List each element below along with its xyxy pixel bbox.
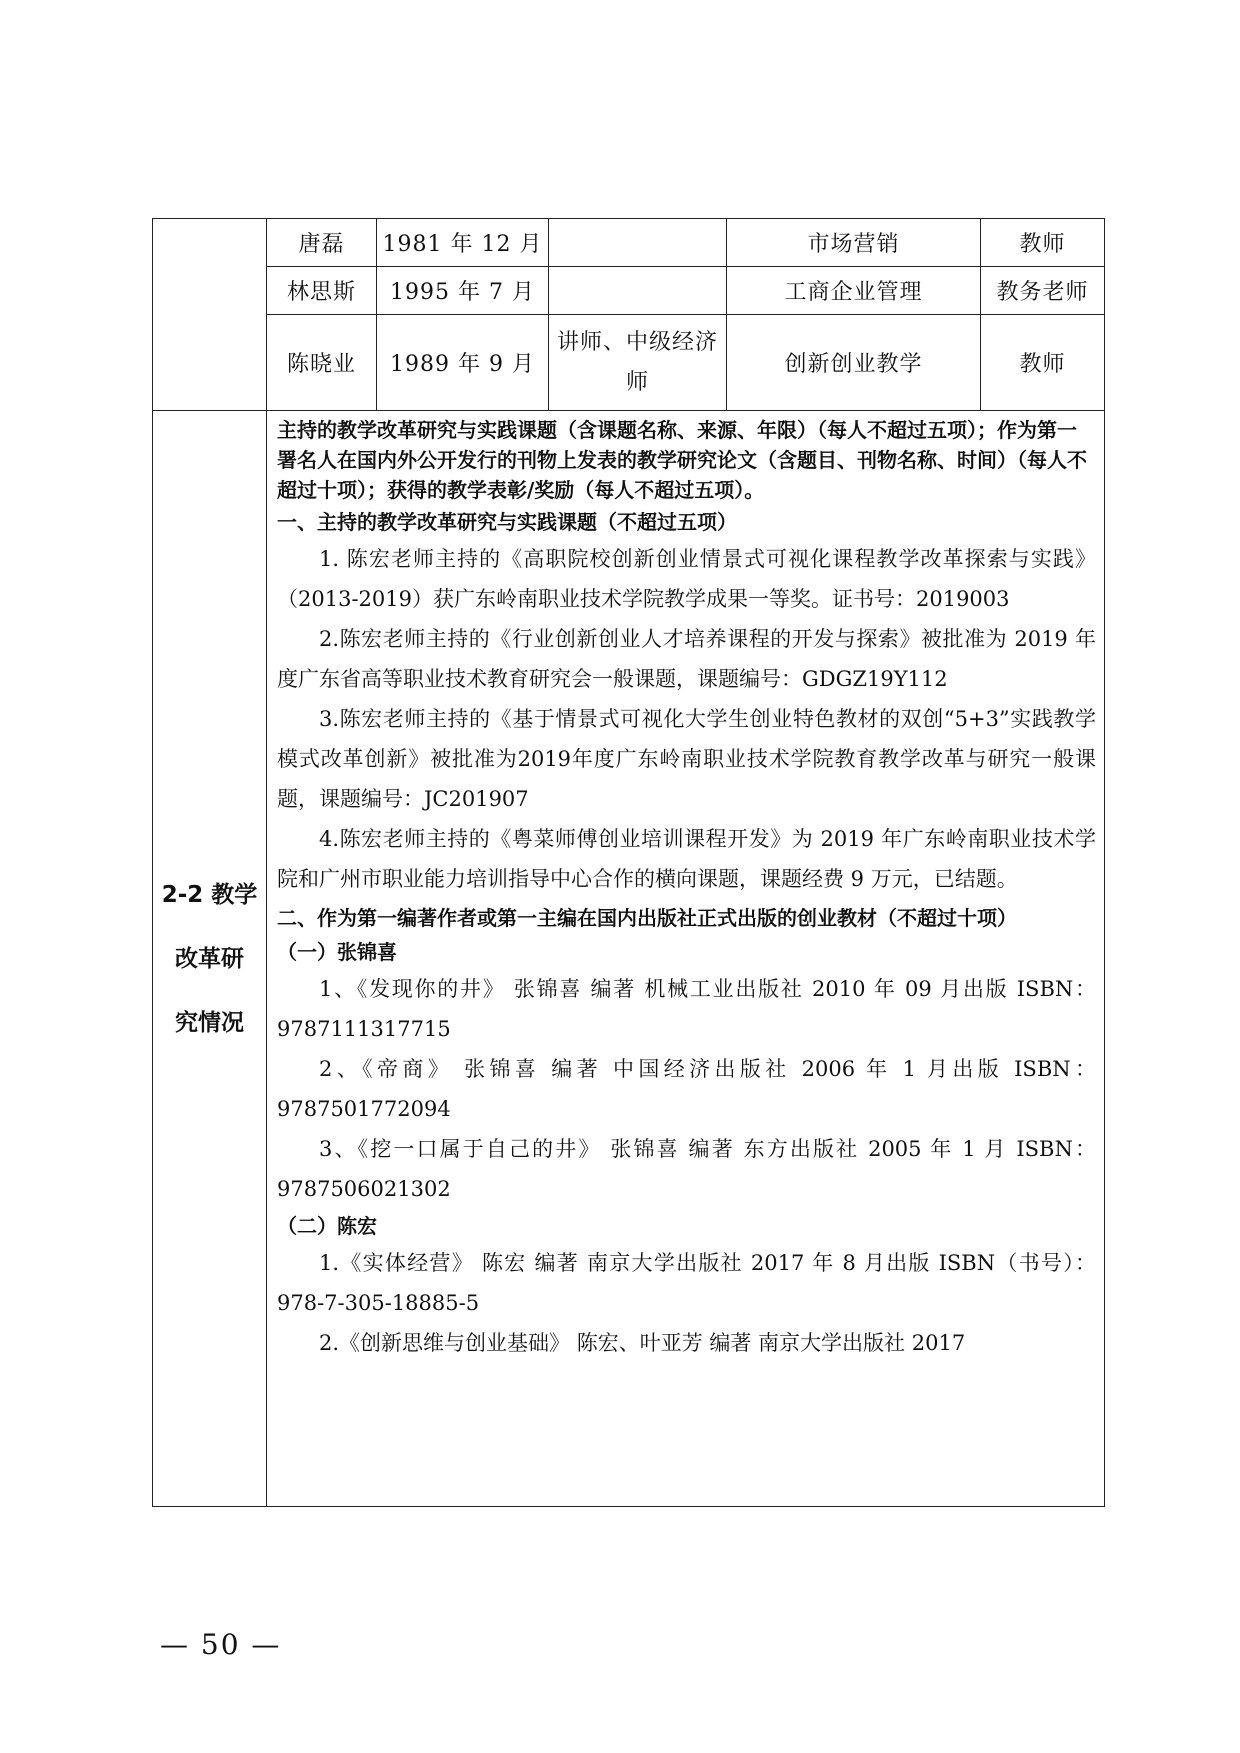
heading-projects: 一、主持的教学改革研究与实践课题（不超过五项） (277, 510, 737, 534)
member-title: 讲师、中级经济师 (549, 315, 727, 411)
member-name: 陈晓业 (267, 315, 377, 411)
info-table (152, 218, 1105, 1507)
book-item: 1.《实体经营》 陈宏 编著 南京大学出版社 2017 年 8 月出版 ISBN（书号）：978-7-305-18885-5 (277, 1251, 1096, 1315)
section-label (153, 411, 267, 1507)
section-label-line: 2-2 教学 (161, 881, 258, 908)
member-row (153, 219, 1105, 267)
section-intro: 主持的教学改革研究与实践课题（含课题名称、来源、年限）（每人不超过五项）；作为第一署名人在国内外公开发行的刊物上发表的教学研究论文（含题目、刊物名称、时间）（每人不超过十项）；获得的教学表彰/奖励（每人不超过五项）。 (277, 418, 1087, 502)
author-heading: （一）张锦喜 (277, 940, 397, 964)
section-row (153, 411, 1105, 1507)
member-title (549, 219, 727, 267)
project-item: 2.陈宏老师主持的《行业创新创业人才培养课程的开发与探索》被批准为 2019 年度广东省高等职业技术教育研究会一般课题，课题编号：GDGZ19Y112 (277, 627, 1096, 691)
member-birth: 1995 年 7 月 (377, 267, 549, 315)
empty-label-cell (153, 219, 267, 411)
member-birth: 1989 年 9 月 (377, 315, 549, 411)
member-role: 教师 (981, 219, 1105, 267)
heading-textbooks: 二、作为第一编著作者或第一主编在国内出版社正式出版的创业教材（不超过十项） (277, 906, 1017, 930)
project-item: 3.陈宏老师主持的《基于情景式可视化大学生创业特色教材的双创“5+3”实践教学模式改革创新》被批准为2019年度广东岭南职业技术学院教育教学改革与研究一般课题，课题编号：JC201907 (277, 707, 1096, 811)
project-item: 1. 陈宏老师主持的《高职院校创新创业情景式可视化课程教学改革探索与实践》（2013-2019）获广东岭南职业技术学院教学成果一等奖。证书号：2019003 (277, 547, 1096, 611)
member-name: 林思斯 (267, 267, 377, 315)
project-item: 4.陈宏老师主持的《粤菜师傅创业培训课程开发》为 2019 年广东岭南职业技术学院和广州市职业能力培训指导中心合作的横向课题，课题经费 9 万元，已结题。 (277, 827, 1096, 891)
page-number: — 50 — (160, 1628, 282, 1661)
book-item: 2、《帝商》 张锦喜 编著 中国经济出版社 2006 年 1 月出版 ISBN：9787501772094 (277, 1057, 1096, 1121)
member-role: 教师 (981, 315, 1105, 411)
member-row (153, 267, 1105, 315)
book-item: 1、《发现你的井》 张锦喜 编著 机械工业出版社 2010 年 09 月出版 ISBN：9787111317715 (277, 977, 1096, 1041)
member-major: 创新创业教学 (727, 315, 981, 411)
section-label-line: 改革研 (175, 945, 244, 972)
section-label-line: 究情况 (175, 1009, 244, 1036)
book-item: 2.《创新思维与创业基础》 陈宏、叶亚芳 编著 南京大学出版社 2017 (319, 1331, 966, 1355)
book-item: 3、《挖一口属于自己的井》 张锦喜 编著 东方出版社 2005 年 1 月 ISBN：9787506021302 (277, 1137, 1096, 1201)
member-row (153, 315, 1105, 411)
section-content (267, 411, 1105, 1507)
member-major: 工商企业管理 (727, 267, 981, 315)
member-name: 唐磊 (267, 219, 377, 267)
author-heading: （二）陈宏 (277, 1214, 377, 1238)
member-birth: 1981 年 12 月 (377, 219, 549, 267)
member-title (549, 267, 727, 315)
member-major: 市场营销 (727, 219, 981, 267)
member-role: 教务老师 (981, 267, 1105, 315)
